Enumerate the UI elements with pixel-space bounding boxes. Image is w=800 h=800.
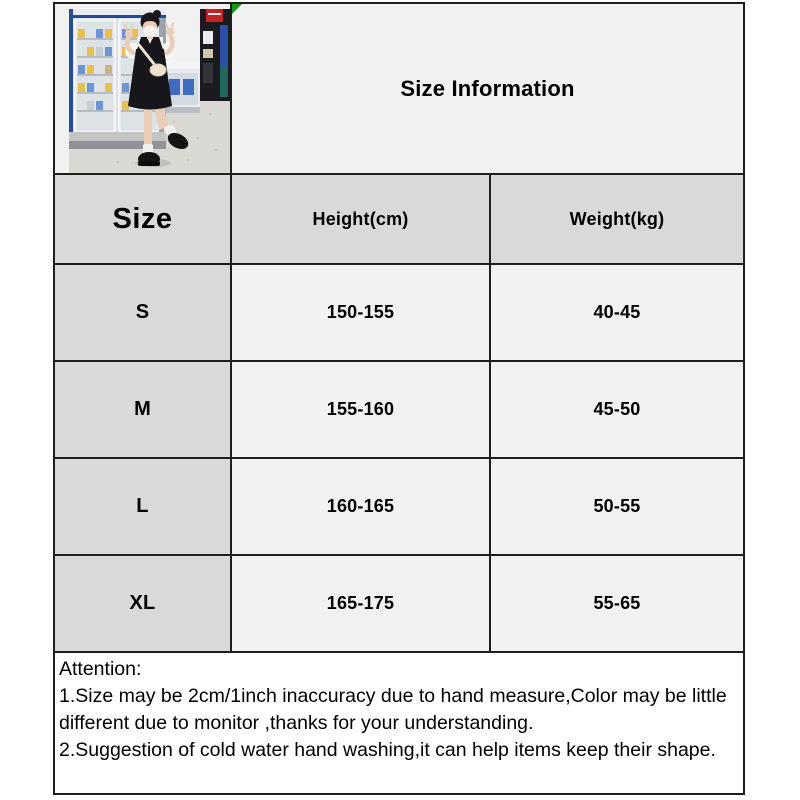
green-corner-marker-icon — [232, 4, 242, 14]
column-header-weight: Weight(kg) — [491, 175, 743, 263]
product-photo — [69, 9, 230, 173]
attention-line-2: 2.Suggestion of cold water hand washing,it can help items keep their shape. — [59, 739, 716, 761]
column-header-height: Height(cm) — [232, 175, 489, 263]
attention-line-1: 1.Size may be 2cm/1inch inaccuracy due to hand measure,Color may be little different due to monitor ,thanks for your understanding. — [59, 685, 727, 734]
height-value-m: 155-160 — [232, 362, 489, 457]
height-value-xl: 165-175 — [232, 556, 489, 651]
height-value-s: 150-155 — [232, 265, 489, 360]
size-label-s: S — [55, 265, 230, 360]
size-label-m: M — [55, 362, 230, 457]
attention-note — [53, 651, 745, 795]
weight-value-xl: 55-65 — [491, 556, 743, 651]
size-table — [53, 2, 745, 653]
page-title: Size Information — [400, 75, 575, 101]
height-value-l: 160-165 — [232, 459, 489, 554]
size-label-l: L — [55, 459, 230, 554]
attention-heading: Attention: — [59, 658, 142, 680]
weight-value-s: 40-45 — [491, 265, 743, 360]
weight-value-m: 45-50 — [491, 362, 743, 457]
weight-value-l: 50-55 — [491, 459, 743, 554]
photo-cell — [55, 4, 230, 173]
size-label-xl: XL — [55, 556, 230, 651]
model-photo-illustration — [69, 9, 230, 173]
title-cell — [232, 4, 743, 173]
column-header-size: Size — [55, 175, 230, 263]
